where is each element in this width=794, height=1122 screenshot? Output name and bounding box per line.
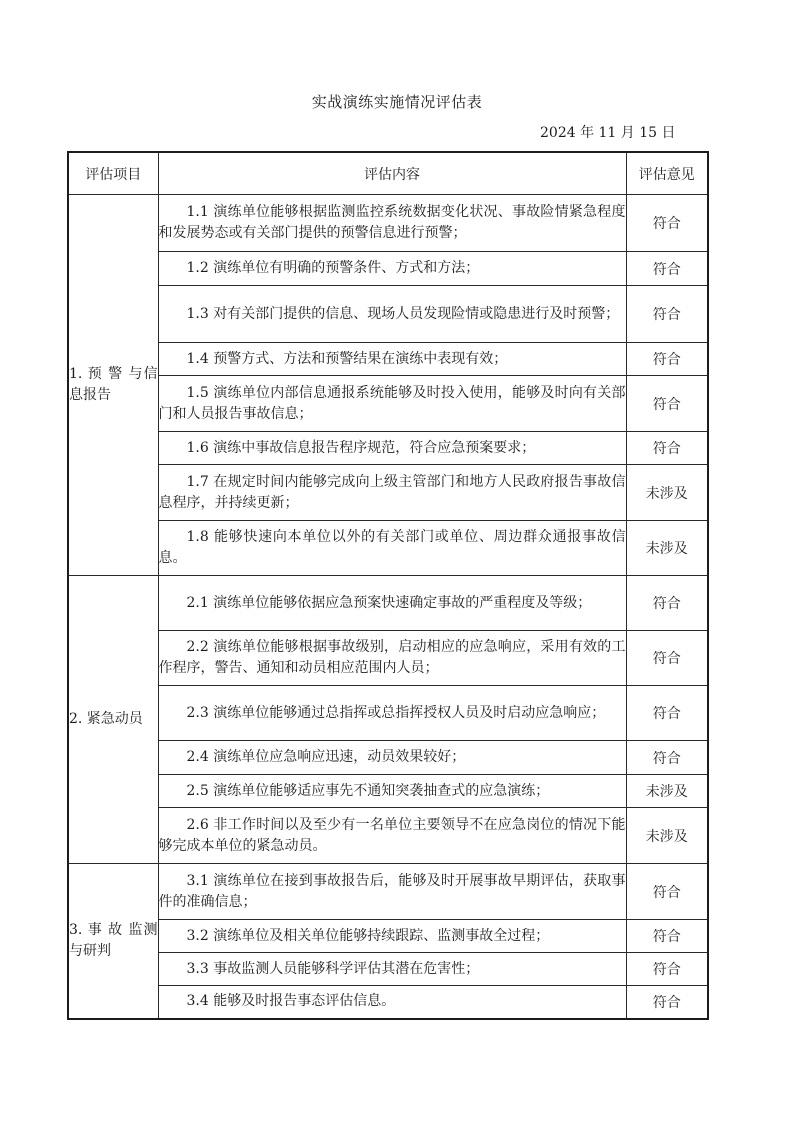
- table-row: [68, 343, 708, 376]
- content-cell: 1.6 演练中事故信息报告程序规范，符合应急预案要求；: [158, 432, 626, 465]
- content-cell: 1.2 演练单位有明确的预警条件、方式和方法；: [158, 252, 626, 286]
- evaluation-table: [67, 151, 709, 1020]
- opinion-cell: 符合: [626, 195, 708, 252]
- header-content: 评估内容: [158, 152, 626, 195]
- category-cell: 2. 紧急动员: [68, 576, 158, 864]
- table-row: [68, 376, 708, 432]
- table-row: [68, 631, 708, 686]
- content-cell: 1.5 演练单位内部信息通报系统能够及时投入使用，能够及时向有关部门和人员报告事故信息；: [158, 376, 626, 432]
- opinion-cell: 符合: [626, 953, 708, 986]
- table-row: [68, 920, 708, 953]
- content-cell: 1.8 能够快速向本单位以外的有关部门或单位、周边群众通报事故信息。: [158, 521, 626, 576]
- content-cell: 2.2 演练单位能够根据事故级别，启动相应的应急响应，采用有效的工作程序，警告、通知和动员相应范围内人员；: [158, 631, 626, 686]
- content-cell: 2.6 非工作时间以及至少有一名单位主要领导不在应急岗位的情况下能够完成本单位的紧急动员。: [158, 808, 626, 864]
- opinion-cell: 符合: [626, 286, 708, 343]
- table-row: [68, 252, 708, 286]
- content-cell: 1.3 对有关部门提供的信息、现场人员发现险情或隐患进行及时预警；: [158, 286, 626, 343]
- opinion-cell: 符合: [626, 576, 708, 631]
- table-row: [68, 195, 708, 252]
- header-category: 评估项目: [68, 152, 158, 195]
- header-opinion: 评估意见: [626, 152, 708, 195]
- opinion-cell: 符合: [626, 920, 708, 953]
- opinion-cell: 符合: [626, 741, 708, 775]
- content-cell: 3.3 事故监测人员能够科学评估其潜在危害性；: [158, 953, 626, 986]
- table-row: [68, 521, 708, 576]
- table-row: [68, 775, 708, 808]
- table-row: [68, 686, 708, 741]
- content-cell: 1.4 预警方式、方法和预警结果在演练中表现有效；: [158, 343, 626, 376]
- opinion-cell: 符合: [626, 986, 708, 1019]
- content-cell: 3.1 演练单位在接到事故报告后，能够及时开展事故早期评估，获取事件的准确信息；: [158, 864, 626, 920]
- opinion-cell: 符合: [626, 343, 708, 376]
- table-row: [68, 741, 708, 775]
- table-row: [68, 953, 708, 986]
- content-cell: 2.4 演练单位应急响应迅速，动员效果较好；: [158, 741, 626, 775]
- opinion-cell: 未涉及: [626, 465, 708, 521]
- opinion-cell: 符合: [626, 631, 708, 686]
- content-cell: 2.1 演练单位能够依据应急预案快速确定事故的严重程度及等级；: [158, 576, 626, 631]
- category-cell: 3. 事 故 监测与研判: [68, 864, 158, 1019]
- category-cell: 1. 预 警 与信息报告: [68, 195, 158, 576]
- content-cell: 3.4 能够及时报告事态评估信息。: [158, 986, 626, 1019]
- opinion-cell: 符合: [626, 376, 708, 432]
- opinion-cell: 符合: [626, 864, 708, 920]
- document-date: 2024 年 11 月 15 日: [540, 125, 676, 141]
- table-header-row: [68, 152, 708, 195]
- table-row: [68, 808, 708, 864]
- opinion-cell: 未涉及: [626, 521, 708, 576]
- table-row: [68, 465, 708, 521]
- table-row: [68, 986, 708, 1019]
- content-cell: 3.2 演练单位及相关单位能够持续跟踪、监测事故全过程；: [158, 920, 626, 953]
- content-cell: 1.1 演练单位能够根据监测监控系统数据变化状况、事故险情紧急程度和发展势态或有关部门提供的预警信息进行预警；: [158, 195, 626, 252]
- opinion-cell: 符合: [626, 252, 708, 286]
- content-cell: 1.7 在规定时间内能够完成向上级主管部门和地方人民政府报告事故信息程序，并持续更新；: [158, 465, 626, 521]
- opinion-cell: 符合: [626, 686, 708, 741]
- opinion-cell: 未涉及: [626, 808, 708, 864]
- content-cell: 2.3 演练单位能够通过总指挥或总指挥授权人员及时启动应急响应；: [158, 686, 626, 741]
- table-row: [68, 864, 708, 920]
- content-cell: 2.5 演练单位能够适应事先不通知突袭抽查式的应急演练；: [158, 775, 626, 808]
- opinion-cell: 符合: [626, 432, 708, 465]
- document-title: 实战演练实施情况评估表: [311, 93, 483, 111]
- opinion-cell: 未涉及: [626, 775, 708, 808]
- table-row: [68, 286, 708, 343]
- table-row: [68, 576, 708, 631]
- table-row: [68, 432, 708, 465]
